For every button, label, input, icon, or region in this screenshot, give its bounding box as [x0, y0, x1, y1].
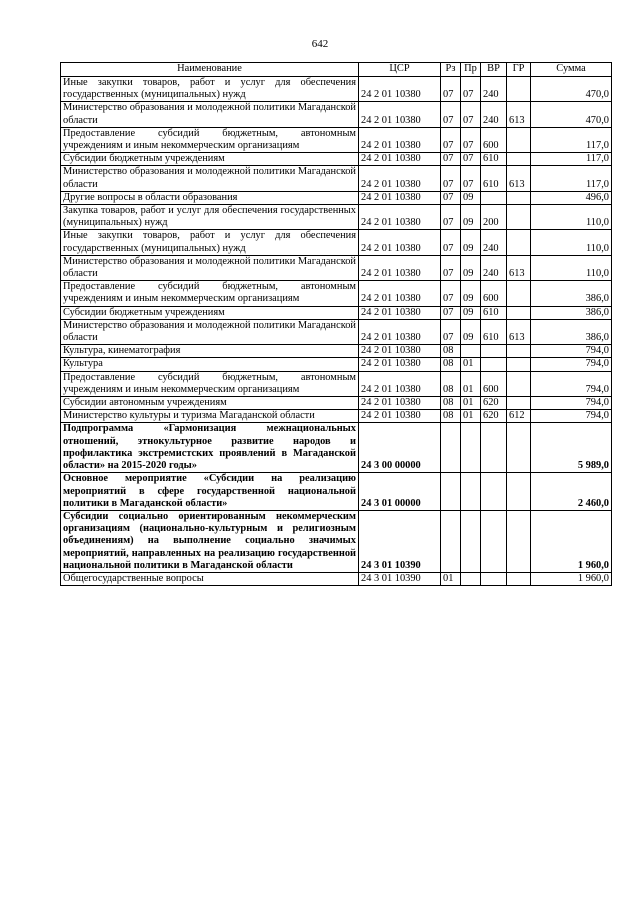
cell-rz: 07 [441, 77, 461, 102]
cell-pr [461, 345, 481, 358]
col-header-name: Наименование [61, 63, 359, 77]
cell-csr: 24 2 01 10380 [359, 358, 441, 371]
cell-pr: 01 [461, 358, 481, 371]
cell-name: Субсидии социально ориентированным некоммерческим организациям (национально-культурным и религиозным объединениям) на выполнение социально значимых мероприятий, направленных на реализацию государственной национальной политики в Магаданской области [61, 510, 359, 572]
cell-sum: 794,0 [531, 397, 612, 410]
cell-sum: 117,0 [531, 153, 612, 166]
cell-gr: 613 [507, 255, 531, 280]
cell-sum: 1 960,0 [531, 572, 612, 585]
cell-vr: 600 [481, 127, 507, 152]
cell-name: Субсидии бюджетным учреждениям [61, 306, 359, 319]
cell-pr: 01 [461, 410, 481, 423]
table-row [61, 423, 612, 473]
cell-name: Основное мероприятие «Субсидии на реализацию мероприятий в сфере государственной национальной политики в Магаданской области» [61, 473, 359, 511]
cell-name: Другие вопросы в области образования [61, 191, 359, 204]
cell-sum: 5 989,0 [531, 423, 612, 473]
cell-csr: 24 2 01 10380 [359, 127, 441, 152]
cell-sum: 470,0 [531, 77, 612, 102]
cell-gr [507, 127, 531, 152]
cell-name: Субсидии автономным учреждениям [61, 397, 359, 410]
cell-gr: 613 [507, 102, 531, 127]
cell-rz: 07 [441, 281, 461, 306]
cell-csr: 24 2 01 10380 [359, 281, 441, 306]
cell-name: Предоставление субсидий бюджетным, автономным учреждениям и иным некоммерческим организациям [61, 371, 359, 396]
cell-gr: 613 [507, 319, 531, 344]
cell-rz: 08 [441, 397, 461, 410]
cell-vr [481, 572, 507, 585]
cell-pr: 09 [461, 306, 481, 319]
cell-rz: 07 [441, 191, 461, 204]
cell-csr: 24 2 01 10380 [359, 230, 441, 255]
cell-csr: 24 3 01 00000 [359, 473, 441, 511]
table-row [61, 205, 612, 230]
cell-sum: 117,0 [531, 166, 612, 191]
cell-rz: 07 [441, 255, 461, 280]
cell-csr: 24 2 01 10380 [359, 205, 441, 230]
cell-vr [481, 345, 507, 358]
cell-rz [441, 510, 461, 572]
cell-sum: 470,0 [531, 102, 612, 127]
cell-gr [507, 371, 531, 396]
table-row [61, 397, 612, 410]
cell-gr [507, 423, 531, 473]
table-body [61, 77, 612, 586]
cell-name: Министерство культуры и туризма Магаданской области [61, 410, 359, 423]
table-row [61, 345, 612, 358]
cell-name: Закупка товаров, работ и услуг для обеспечения государственных (муниципальных) нужд [61, 205, 359, 230]
cell-pr: 01 [461, 397, 481, 410]
cell-vr: 200 [481, 205, 507, 230]
cell-csr: 24 2 01 10380 [359, 153, 441, 166]
cell-csr: 24 3 01 10390 [359, 572, 441, 585]
cell-vr: 620 [481, 397, 507, 410]
cell-rz: 07 [441, 166, 461, 191]
cell-csr: 24 2 01 10380 [359, 166, 441, 191]
table-row [61, 230, 612, 255]
budget-table [60, 62, 612, 586]
table-row [61, 191, 612, 204]
cell-rz: 07 [441, 153, 461, 166]
cell-pr: 07 [461, 127, 481, 152]
cell-gr: 613 [507, 166, 531, 191]
cell-vr: 240 [481, 230, 507, 255]
cell-name: Предоставление субсидий бюджетным, автономным учреждениям и иным некоммерческим организациям [61, 281, 359, 306]
cell-pr: 09 [461, 230, 481, 255]
cell-pr: 09 [461, 319, 481, 344]
cell-sum: 794,0 [531, 358, 612, 371]
cell-csr: 24 2 01 10380 [359, 306, 441, 319]
cell-pr [461, 423, 481, 473]
cell-vr: 600 [481, 281, 507, 306]
cell-vr [481, 510, 507, 572]
cell-vr [481, 423, 507, 473]
col-header-pr: Пр [461, 63, 481, 77]
cell-rz: 08 [441, 371, 461, 396]
cell-sum: 110,0 [531, 205, 612, 230]
cell-name: Министерство образования и молодежной политики Магаданской области [61, 319, 359, 344]
cell-pr: 09 [461, 281, 481, 306]
table-row [61, 127, 612, 152]
cell-pr: 01 [461, 371, 481, 396]
cell-rz: 07 [441, 319, 461, 344]
cell-name: Культура, кинематография [61, 345, 359, 358]
cell-rz: 01 [441, 572, 461, 585]
cell-name: Культура [61, 358, 359, 371]
cell-csr: 24 3 01 10390 [359, 510, 441, 572]
cell-vr: 240 [481, 102, 507, 127]
cell-rz: 07 [441, 127, 461, 152]
col-header-rz: Рз [441, 63, 461, 77]
cell-gr [507, 358, 531, 371]
table-row [61, 572, 612, 585]
cell-gr [507, 306, 531, 319]
cell-gr [507, 230, 531, 255]
cell-vr: 600 [481, 371, 507, 396]
cell-gr [507, 572, 531, 585]
cell-rz: 07 [441, 205, 461, 230]
table-row [61, 77, 612, 102]
cell-pr: 07 [461, 102, 481, 127]
cell-gr [507, 77, 531, 102]
col-header-gr: ГР [507, 63, 531, 77]
table-row [61, 102, 612, 127]
cell-vr: 620 [481, 410, 507, 423]
cell-vr: 610 [481, 166, 507, 191]
cell-csr: 24 2 01 10380 [359, 102, 441, 127]
cell-pr: 09 [461, 205, 481, 230]
cell-vr [481, 358, 507, 371]
cell-gr: 612 [507, 410, 531, 423]
cell-sum: 1 960,0 [531, 510, 612, 572]
cell-csr: 24 2 01 10380 [359, 410, 441, 423]
cell-rz [441, 423, 461, 473]
cell-rz [441, 473, 461, 511]
table-row [61, 371, 612, 396]
cell-csr: 24 2 01 10380 [359, 345, 441, 358]
cell-sum: 496,0 [531, 191, 612, 204]
page-number: 642 [311, 38, 329, 50]
cell-vr [481, 473, 507, 511]
cell-name: Министерство образования и молодежной политики Магаданской области [61, 166, 359, 191]
cell-csr: 24 2 01 10380 [359, 319, 441, 344]
cell-sum: 110,0 [531, 230, 612, 255]
cell-gr [507, 510, 531, 572]
cell-sum: 794,0 [531, 371, 612, 396]
cell-rz: 08 [441, 358, 461, 371]
table-row [61, 473, 612, 511]
cell-pr: 09 [461, 255, 481, 280]
cell-sum: 110,0 [531, 255, 612, 280]
table-row [61, 510, 612, 572]
cell-rz: 07 [441, 102, 461, 127]
cell-vr: 610 [481, 319, 507, 344]
cell-vr: 240 [481, 255, 507, 280]
cell-gr [507, 345, 531, 358]
table-row [61, 153, 612, 166]
table-row [61, 166, 612, 191]
col-header-csr: ЦСР [359, 63, 441, 77]
cell-csr: 24 2 01 10380 [359, 371, 441, 396]
cell-pr: 07 [461, 153, 481, 166]
cell-name: Субсидии бюджетным учреждениям [61, 153, 359, 166]
cell-sum: 386,0 [531, 319, 612, 344]
cell-sum: 2 460,0 [531, 473, 612, 511]
cell-pr: 07 [461, 77, 481, 102]
table-row [61, 306, 612, 319]
cell-rz: 07 [441, 306, 461, 319]
cell-sum: 386,0 [531, 281, 612, 306]
cell-name: Предоставление субсидий бюджетным, автономным учреждениям и иным некоммерческим организациям [61, 127, 359, 152]
cell-name: Министерство образования и молодежной политики Магаданской области [61, 102, 359, 127]
cell-csr: 24 2 01 10380 [359, 77, 441, 102]
cell-csr: 24 2 01 10380 [359, 191, 441, 204]
cell-csr: 24 2 01 10380 [359, 255, 441, 280]
cell-gr [507, 191, 531, 204]
cell-rz: 08 [441, 410, 461, 423]
cell-name: Иные закупки товаров, работ и услуг для обеспечения государственных (муниципальных) нужд [61, 77, 359, 102]
cell-gr [507, 205, 531, 230]
table-row [61, 255, 612, 280]
cell-pr [461, 572, 481, 585]
cell-gr [507, 473, 531, 511]
cell-rz: 08 [441, 345, 461, 358]
cell-vr [481, 191, 507, 204]
cell-csr: 24 3 00 00000 [359, 423, 441, 473]
table-row [61, 358, 612, 371]
table-header-row [61, 63, 612, 77]
cell-sum: 386,0 [531, 306, 612, 319]
cell-csr: 24 2 01 10380 [359, 397, 441, 410]
cell-pr [461, 510, 481, 572]
cell-rz: 07 [441, 230, 461, 255]
cell-vr: 240 [481, 77, 507, 102]
table-row [61, 319, 612, 344]
table-row [61, 281, 612, 306]
cell-gr [507, 281, 531, 306]
cell-pr: 07 [461, 166, 481, 191]
cell-vr: 610 [481, 153, 507, 166]
col-header-sum: Сумма [531, 63, 612, 77]
cell-sum: 794,0 [531, 410, 612, 423]
cell-name: Министерство образования и молодежной политики Магаданской области [61, 255, 359, 280]
table-row [61, 410, 612, 423]
cell-name: Общегосударственные вопросы [61, 572, 359, 585]
cell-pr: 09 [461, 191, 481, 204]
cell-sum: 794,0 [531, 345, 612, 358]
cell-name: Подпрограмма «Гармонизация межнациональных отношений, этнокультурное развитие народов и профилактика экстремистских проявлений в Магаданской области» на 2015-2020 годы» [61, 423, 359, 473]
cell-name: Иные закупки товаров, работ и услуг для обеспечения государственных (муниципальных) нужд [61, 230, 359, 255]
cell-sum: 117,0 [531, 127, 612, 152]
cell-pr [461, 473, 481, 511]
cell-vr: 610 [481, 306, 507, 319]
col-header-vr: ВР [481, 63, 507, 77]
cell-gr [507, 397, 531, 410]
cell-gr [507, 153, 531, 166]
